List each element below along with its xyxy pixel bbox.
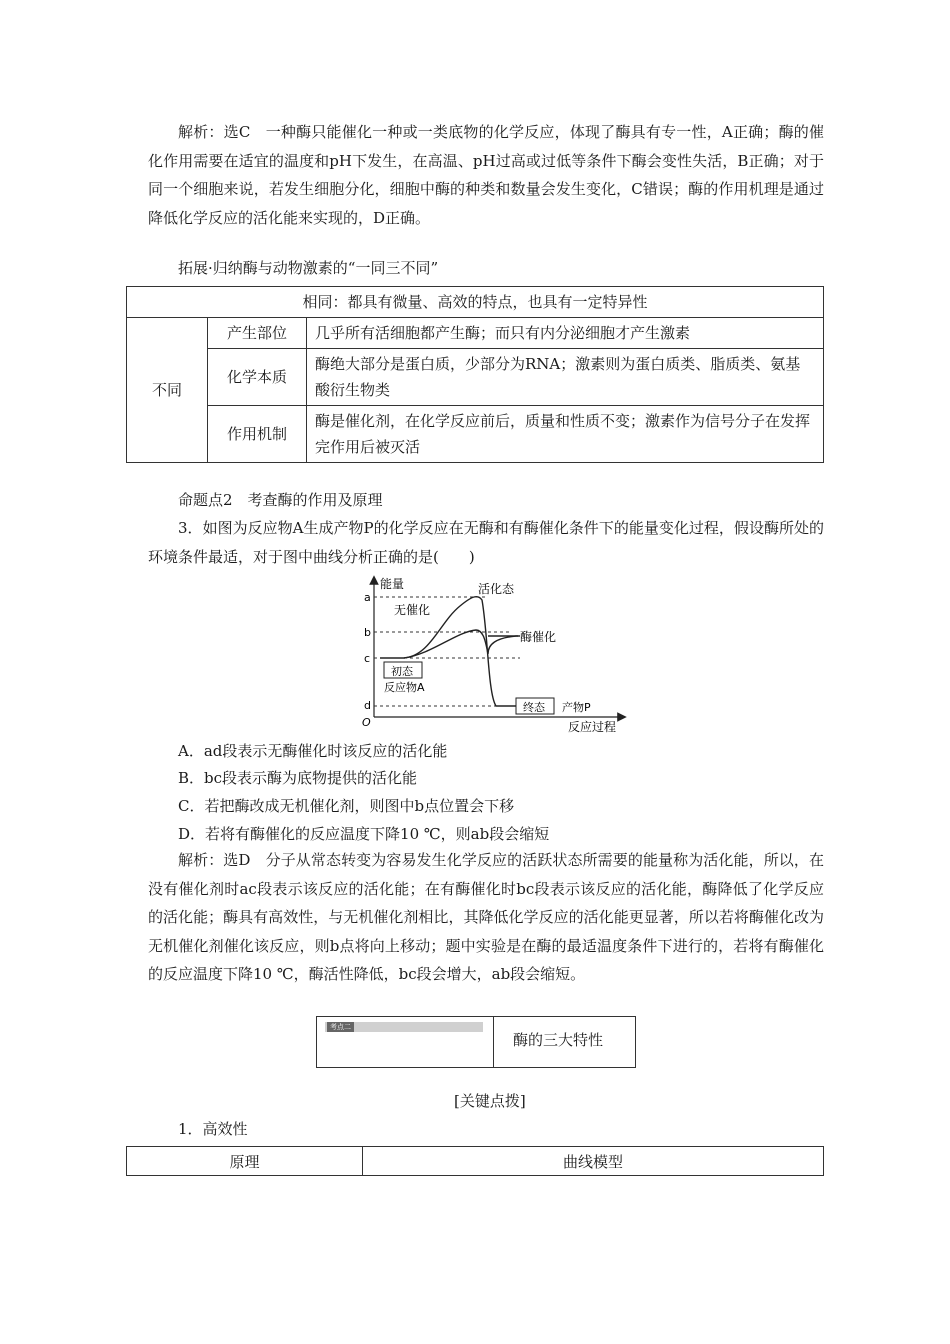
active-state-label: 活化态	[478, 582, 515, 596]
content-cell: 几乎所有活细胞都产生酶；而只有内分泌细胞才产生激素	[307, 318, 824, 349]
level-b-label: b	[364, 626, 371, 639]
curve-model-header: 曲线模型	[363, 1147, 824, 1176]
analysis-paragraph-1: 解析：选C 一种酶只能催化一种或一类底物的化学反应，体现了酶具有专一性，A正确；酶的催化作用需要在适宜的温度和pH下发生，在高温、pH过高或过低等条件下酶会变性失活，B正确；对于同一个细胞来说，若发生细胞分化，细胞中酶的种类和数量会发生变化，C错误；酶的作用机理是通过降低化学反应的活化能来实现的，D正确。	[148, 123, 824, 227]
option-d: D．若将有酶催化的反应温度下降10 ℃，则ab段会缩短	[178, 825, 550, 843]
level-d-label: d	[364, 699, 371, 712]
point-title: 命题点2 考查酶的作用及原理	[178, 491, 383, 509]
product-label: 产物P	[562, 701, 591, 714]
key-points-heading: [关键点拨]	[454, 1092, 526, 1110]
table-row	[127, 406, 824, 463]
table-row	[127, 1147, 824, 1176]
extension-title: 拓展·归纳酶与动物激素的“一同三不同”	[178, 259, 439, 277]
table-row	[127, 349, 824, 406]
reactant-label: 反应物A	[384, 681, 425, 694]
aspect-cell: 化学本质	[208, 349, 307, 406]
kaodian-title: 酶的三大特性	[513, 1031, 604, 1049]
y-axis-label: 能量	[380, 577, 405, 591]
enzyme-curve	[404, 630, 520, 658]
aspect-cell: 作用机制	[208, 406, 307, 463]
question-text: 3．如图为反应物A生成产物P的化学反应在无酶和有酶催化条件下的能量变化过程，假设酶所处的环境条件最适，对于图中曲线分析正确的是( )	[148, 519, 824, 566]
uncatalyzed-label: 无催化	[394, 603, 431, 617]
origin-label: O	[362, 716, 371, 729]
same-cell: 相同：都具有微量、高效的特点，也具有一定特异性	[127, 287, 824, 318]
kaodian-box	[316, 1016, 636, 1068]
kaodian-left-cell	[317, 1017, 494, 1067]
enzyme-label: 酶催化	[520, 630, 557, 644]
option-a: A．ad段表示无酶催化时该反应的活化能	[178, 742, 448, 760]
content-cell: 酶绝大部分是蛋白质，少部分为RNA；激素则为蛋白质类、脂质类、氨基酸衍生物类	[307, 349, 824, 406]
x-axis-label: 反应过程	[568, 720, 617, 734]
table-row	[127, 318, 824, 349]
level-a-label: a	[364, 591, 371, 604]
analysis-paragraph-2: 解析：选D 分子从常态转变为容易发生化学反应的活跃状态所需要的能量称为活化能，所以，在没有催化剂时ac段表示该反应的活化能；在有酶催化时bc段表示该反应的活化能，酶降低了化学反应的活化能；酶具有高效性，与无机催化剂相比，其降低化学反应的活化能更显著，所以若将酶催化改为无机催化剂催化该反应，则b点将向上移动；题中实验是在酶的最适温度条件下进行的，若将有酶催化的反应温度下降10 ℃，酶活性降低，bc段会增大，ab段会缩短。	[148, 851, 824, 983]
table-row	[127, 287, 824, 318]
kaodian-tag: 考点二	[327, 1022, 354, 1032]
level-c-label: c	[364, 652, 371, 665]
diff-label-cell: 不同	[127, 318, 208, 463]
enzyme-hormone-comparison-table	[126, 286, 824, 463]
option-c: C．若把酶改成无机催化剂，则图中b点位置会下移	[178, 797, 515, 815]
principle-header: 原理	[127, 1147, 363, 1176]
option-b: B．bc段表示酶为底物提供的活化能	[178, 769, 418, 787]
energy-diagram	[360, 574, 630, 734]
aspect-cell: 产生部位	[208, 318, 307, 349]
efficiency-table	[126, 1146, 824, 1176]
item-1-heading: 1．高效性	[178, 1120, 248, 1138]
kaodian-tag-bar	[325, 1022, 483, 1032]
content-cell: 酶是催化剂，在化学反应前后，质量和性质不变；激素作为信号分子在发挥完作用后被灭活	[307, 406, 824, 463]
final-box-label: 终态	[523, 701, 545, 714]
initial-box-label: 初态	[391, 665, 413, 678]
